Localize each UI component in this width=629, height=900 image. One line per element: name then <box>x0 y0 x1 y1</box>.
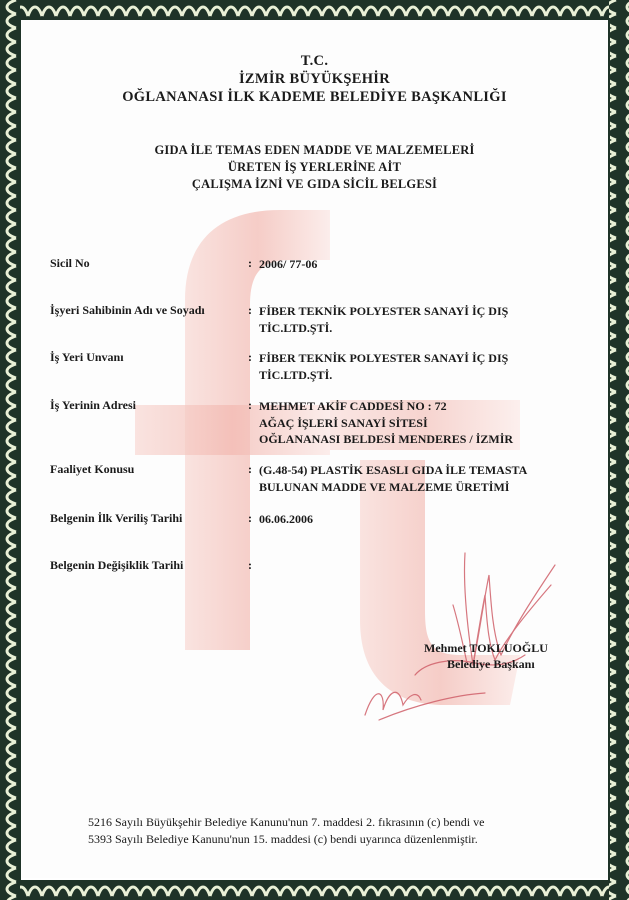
signatory-title: Belediye Başkanı <box>447 657 535 671</box>
issuer-header <box>0 52 629 106</box>
signature <box>355 545 575 730</box>
title-line: ÇALIŞMA İZNİ VE GIDA SİCİL BELGESİ <box>191 177 438 191</box>
field-label: Faaliyet Konusu <box>50 462 135 476</box>
field-colon: : <box>248 256 252 270</box>
header-line: T.C. <box>300 53 329 69</box>
field-label: Sicil No <box>50 256 90 270</box>
legal-footer <box>88 814 484 848</box>
field-value: FİBER TEKNİK POLYESTER SANAYİ İÇ DIŞ TİC.LTD.ŞTİ. <box>259 304 509 335</box>
footer-line: 5216 Sayılı Büyükşehir Belediye Kanunu'nun 7. maddesi 2. fıkrasının (c) bendi ve <box>88 815 485 829</box>
field-colon: : <box>248 462 252 476</box>
field-colon: : <box>248 350 252 364</box>
field-value: FİBER TEKNİK POLYESTER SANAYİ İÇ DIŞ TİC.LTD.ŞTİ. <box>259 351 509 382</box>
field-label: Belgenin Değişiklik Tarihi <box>50 558 184 572</box>
header-line: OĞLANANASI İLK KADEME BELEDİYE BAŞKANLIĞI <box>122 89 507 105</box>
field-value: MEHMET AKİF CADDESİ NO : 72 AĞAÇ İŞLERİ SANAYİ SİTESİ OĞLANANASI BELDESİ MENDERES / İZMİR <box>259 399 514 446</box>
field-colon: : <box>248 303 252 317</box>
field-colon: : <box>248 511 252 525</box>
field-label: İş Yeri Unvanı <box>50 350 124 364</box>
signatory-name: Mehmet TOKLUOĞLU <box>424 641 548 655</box>
title-line: GIDA İLE TEMAS EDEN MADDE VE MALZEMELERİ <box>154 143 475 157</box>
header-line: İZMİR BÜYÜKŞEHİR <box>238 71 391 87</box>
field-colon: : <box>248 558 252 572</box>
footer-line: 5393 Sayılı Belediye Kanunu'nun 15. maddesi (c) bendi uyarınca düzenlenmiştir. <box>88 832 478 846</box>
field-colon: : <box>248 398 252 412</box>
title-line: ÜRETEN İŞ YERLERİNE AİT <box>227 160 402 174</box>
field-value: 2006/ 77-06 <box>259 257 318 271</box>
document-title <box>0 142 629 193</box>
field-label: İş Yerinin Adresi <box>50 398 137 412</box>
signatory-block <box>424 640 548 672</box>
field-value: (G.48-54) PLASTİK ESASLI GIDA İLE TEMASTA BULUNAN MADDE VE MALZEME ÜRETİMİ <box>259 463 528 494</box>
field-label: Belgenin İlk Veriliş Tarihi <box>50 511 183 525</box>
field-label: İşyeri Sahibinin Adı ve Soyadı <box>50 303 205 317</box>
field-value: 06.06.2006 <box>259 512 313 526</box>
